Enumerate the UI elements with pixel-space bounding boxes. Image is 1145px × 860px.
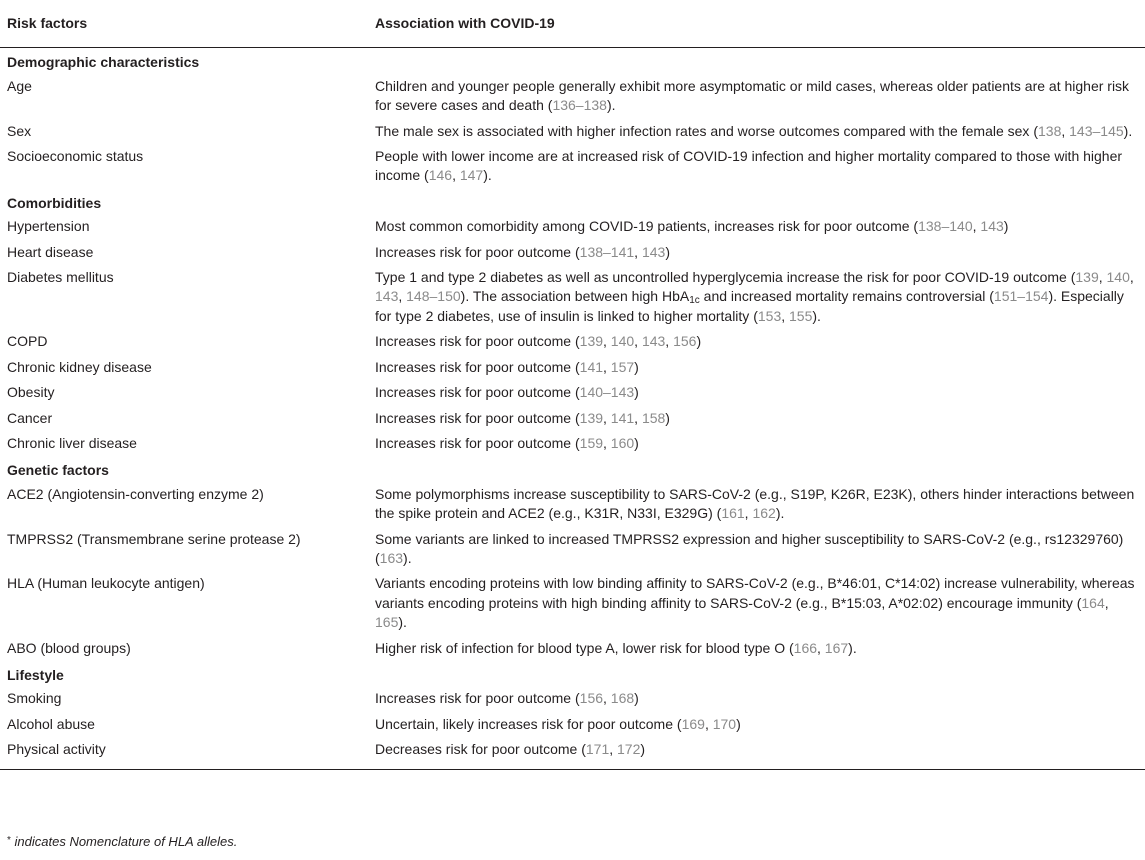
reference-link[interactable]: 143 bbox=[375, 288, 399, 305]
category-row-lifestyle bbox=[0, 661, 1145, 686]
table-row bbox=[0, 431, 1145, 456]
reference-link[interactable]: 153 bbox=[757, 307, 782, 324]
table-row bbox=[0, 380, 1145, 405]
reference-link[interactable]: 167 bbox=[824, 639, 849, 656]
table-row bbox=[0, 74, 1145, 119]
reference-link[interactable]: 171 bbox=[585, 741, 610, 758]
risk-factor-cell: COPD bbox=[7, 333, 48, 350]
association-cell: Variants encoding proteins with low binding affinity to SARS-CoV-2 (e.g., B*46:01, C*14:02) increase vulnerability, whereas variants encoding proteins with high binding affinity to SARS-CoV-2 (e.g., B*15:03, A*02:02) encourage immunity (164, 165). bbox=[375, 575, 1135, 631]
risk-factor-cell: Cancer bbox=[7, 409, 53, 426]
reference-link[interactable]: 138–141 bbox=[579, 243, 635, 260]
reference-link[interactable]: 139 bbox=[579, 333, 604, 350]
association-cell: Increases risk for poor outcome (138–141, 143) bbox=[375, 243, 670, 260]
association-cell: Higher risk of infection for blood type A, lower risk for blood type O (166, 167). bbox=[375, 639, 857, 656]
association-cell: Some polymorphisms increase susceptibility to SARS-CoV-2 (e.g., S19P, K26R, E23K), others hinder interactions between the spike protein and ACE2 (e.g., K31R, N33I, E329G) (161, 162). bbox=[375, 485, 1135, 522]
column-header-association: Association with COVID-19 bbox=[375, 2, 1145, 48]
association-cell: Increases risk for poor outcome (140–143) bbox=[375, 384, 639, 401]
risk-factor-cell: Heart disease bbox=[7, 243, 94, 260]
reference-link[interactable]: 159 bbox=[579, 434, 604, 451]
table-row bbox=[0, 482, 1145, 527]
risk-factor-cell: ABO (blood groups) bbox=[7, 639, 131, 656]
table-row bbox=[0, 329, 1145, 354]
column-header-risk-factors: Risk factors bbox=[0, 2, 375, 48]
reference-link[interactable]: 158 bbox=[641, 409, 666, 426]
reference-link[interactable]: 147 bbox=[459, 167, 484, 184]
table-row bbox=[0, 686, 1145, 711]
category-label: Lifestyle bbox=[7, 666, 64, 683]
risk-factor-cell: Obesity bbox=[7, 384, 55, 401]
reference-link[interactable]: 168 bbox=[610, 690, 635, 707]
association-cell: Increases risk for poor outcome (156, 168) bbox=[375, 690, 639, 707]
risk-factor-cell: Hypertension bbox=[7, 218, 90, 235]
reference-link[interactable]: 162 bbox=[752, 505, 776, 522]
reference-link[interactable]: 139 bbox=[579, 409, 604, 426]
reference-link[interactable]: 143 bbox=[980, 218, 1004, 235]
table-row bbox=[0, 406, 1145, 431]
reference-link[interactable]: 139 bbox=[1075, 269, 1099, 286]
reference-link[interactable]: 143 bbox=[641, 243, 666, 260]
association-cell: Increases risk for poor outcome (139, 141, 158) bbox=[375, 409, 670, 426]
risk-factor-cell: ACE2 (Angiotensin-converting enzyme 2) bbox=[7, 485, 264, 502]
reference-link[interactable]: 141 bbox=[579, 358, 604, 375]
risk-factor-cell: Socioeconomic status bbox=[7, 148, 144, 165]
risk-factor-cell: Sex bbox=[7, 122, 32, 139]
reference-link[interactable]: 141 bbox=[610, 409, 635, 426]
reference-link[interactable]: 155 bbox=[789, 307, 813, 324]
reference-link[interactable]: 143–145 bbox=[1069, 122, 1124, 139]
association-cell: Increases risk for poor outcome (139, 140, 143, 156) bbox=[375, 333, 702, 350]
association-cell: Some variants are linked to increased TMPRSS2 expression and higher susceptibility to SARS-CoV-2 (e.g., rs12329760) (163). bbox=[375, 530, 1124, 566]
reference-link[interactable]: 161 bbox=[721, 505, 745, 522]
risk-factor-cell: TMPRSS2 (Transmembrane serine protease 2) bbox=[7, 530, 301, 547]
risk-factor-cell: HLA (Human leukocyte antigen) bbox=[7, 575, 205, 592]
reference-link[interactable]: 146 bbox=[428, 167, 453, 184]
table-footnote bbox=[7, 834, 237, 849]
association-cell: Most common comorbidity among COVID-19 patients, increases risk for poor outcome (138–140, 143) bbox=[375, 218, 1009, 235]
category-label: Genetic factors bbox=[7, 462, 109, 479]
table-row bbox=[0, 737, 1145, 769]
table-row bbox=[0, 636, 1145, 661]
association-cell: Children and younger people generally exhibit more asymptomatic or mild cases, whereas older patients are at higher risk for severe cases and death (136–138). bbox=[375, 77, 1130, 114]
reference-link[interactable]: 163 bbox=[379, 549, 404, 566]
reference-link[interactable]: 160 bbox=[610, 434, 635, 451]
category-row-genetic bbox=[0, 456, 1145, 481]
category-row-comorbidities bbox=[0, 189, 1145, 214]
category-label: Demographic characteristics bbox=[7, 54, 200, 71]
risk-factor-cell: Diabetes mellitus bbox=[7, 269, 114, 286]
table-row bbox=[0, 265, 1145, 329]
association-cell: Decreases risk for poor outcome (171, 172) bbox=[375, 737, 1145, 769]
reference-link[interactable]: 165 bbox=[375, 614, 399, 631]
reference-link[interactable]: 157 bbox=[610, 358, 635, 375]
reference-link[interactable]: 136–138 bbox=[552, 97, 607, 114]
reference-link[interactable]: 140 bbox=[1106, 269, 1130, 286]
reference-link[interactable]: 170 bbox=[712, 715, 737, 732]
reference-link[interactable]: 164 bbox=[1081, 594, 1105, 611]
risk-factor-cell: Alcohol abuse bbox=[7, 715, 95, 732]
association-cell: People with lower income are at increased risk of COVID-19 infection and higher mortality compared to those with higher income (146, 147). bbox=[375, 148, 1123, 184]
reference-link[interactable]: 148–150 bbox=[406, 288, 461, 305]
table-row bbox=[0, 527, 1145, 572]
footnote-text: indicates Nomenclature of HLA alleles. bbox=[10, 834, 238, 849]
association-cell: The male sex is associated with higher infection rates and worse outcomes compared with the female sex (138, 143–145). bbox=[375, 122, 1133, 139]
association-cell: Type 1 and type 2 diabetes as well as uncontrolled hyperglycemia increase the risk for poor COVID-19 outcome (139, 140, 143, 148–150). The association between high HbA$_{1c}$ and increased mortality remains controversial (151–154). Especially for type 2 diabetes, use of insulin is linked to higher mortality (153, 155). bbox=[375, 269, 1134, 324]
table-row bbox=[0, 144, 1145, 189]
reference-link[interactable]: 138–140 bbox=[918, 218, 973, 235]
risk-factor-cell: Chronic liver disease bbox=[7, 434, 137, 451]
table-header-row bbox=[0, 2, 1145, 48]
risk-factor-cell: Physical activity bbox=[0, 737, 375, 769]
reference-link[interactable]: 172 bbox=[617, 741, 641, 758]
reference-link[interactable]: 166 bbox=[793, 639, 818, 656]
reference-link[interactable]: 156 bbox=[673, 333, 697, 350]
reference-link[interactable]: 140–143 bbox=[579, 384, 635, 401]
table-row bbox=[0, 712, 1145, 737]
reference-link[interactable]: 151–154 bbox=[993, 288, 1049, 305]
table-row bbox=[0, 214, 1145, 239]
category-label: Comorbidities bbox=[7, 194, 102, 211]
risk-factor-cell: Smoking bbox=[7, 690, 62, 707]
category-row-demographic bbox=[0, 48, 1145, 74]
reference-link[interactable]: 169 bbox=[681, 715, 705, 732]
association-cell: Uncertain, likely increases risk for poor outcome (169, 170) bbox=[375, 715, 741, 732]
association-cell: Increases risk for poor outcome (141, 157) bbox=[375, 358, 639, 375]
footnote-marker: * bbox=[7, 835, 11, 846]
risk-factor-cell: Age bbox=[7, 77, 32, 94]
association-cell: Increases risk for poor outcome (159, 160) bbox=[375, 434, 639, 451]
table-row bbox=[0, 240, 1145, 265]
risk-factors-table bbox=[0, 2, 1145, 770]
reference-link[interactable]: 143 bbox=[641, 333, 666, 350]
reference-link[interactable]: 138 bbox=[1038, 122, 1062, 139]
table-row bbox=[0, 119, 1145, 144]
subscript-1c: 1c bbox=[689, 295, 700, 307]
reference-link[interactable]: 156 bbox=[579, 690, 604, 707]
table-row bbox=[0, 355, 1145, 380]
risk-factor-cell: Chronic kidney disease bbox=[7, 358, 152, 375]
table-row bbox=[0, 571, 1145, 635]
reference-link[interactable]: 140 bbox=[610, 333, 635, 350]
